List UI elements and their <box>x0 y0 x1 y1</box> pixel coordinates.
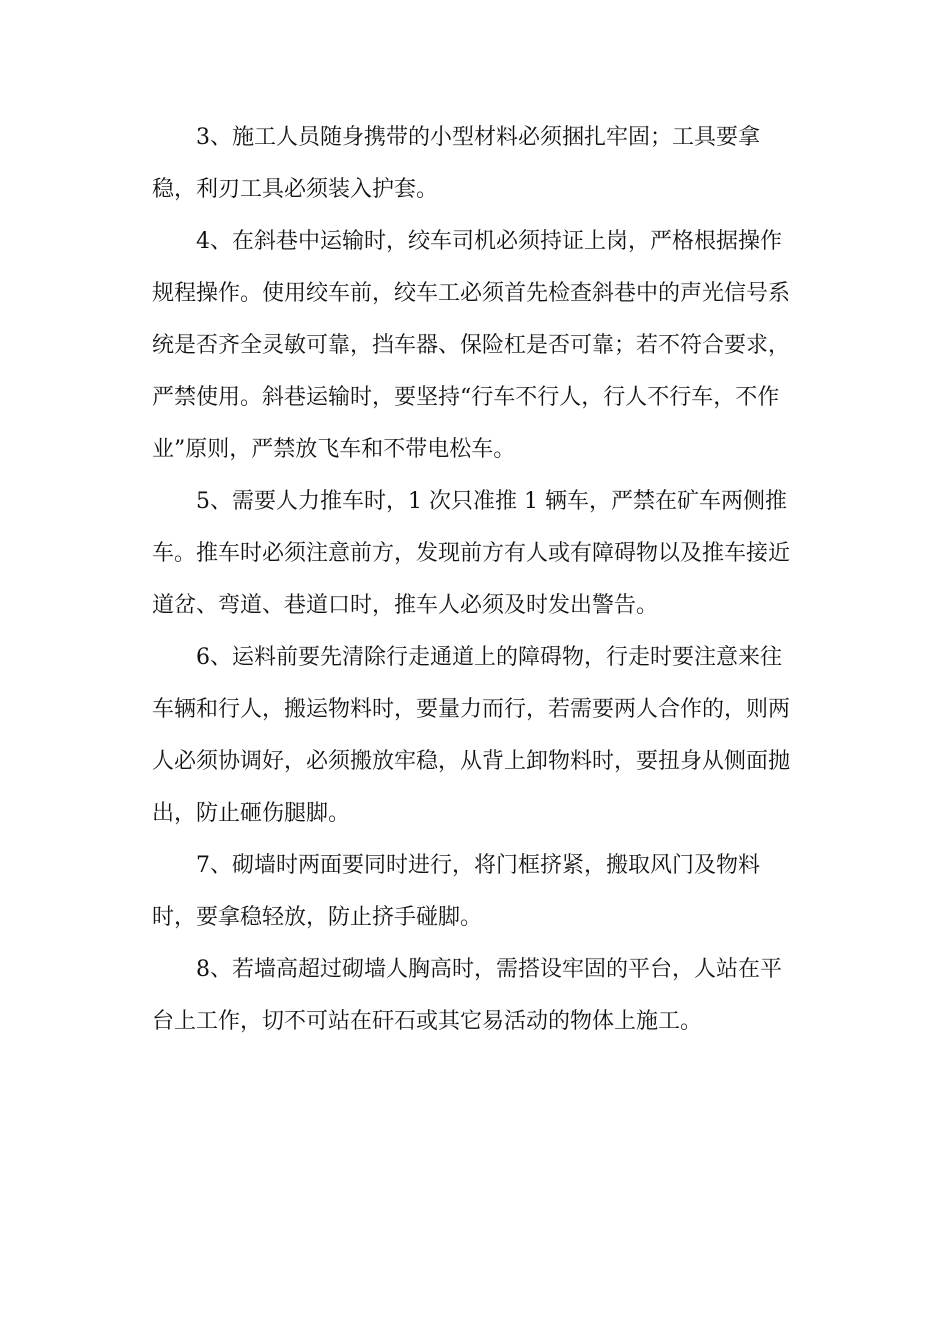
paragraph-item-6: 6、运料前要先清除行走通道上的障碍物，行走时要注意来往 车辆和行人，搬运物料时，要量力而行，若需要两人合作的，则两 人必须协调好，必须搬放牢稳，从背上卸物料时，要扭身从侧面抛 出，防止砸伤腿脚。 <box>152 645 791 826</box>
paragraph-item-7: 7、砌墙时两面要同时进行，将门框挤紧，搬取风门及物料 时，要拿稳轻放，防止挤手碰脚。 <box>152 853 760 930</box>
paragraph-item-3: 3、施工人员随身携带的小型材料必须捆扎牢固；工具要拿 稳，利刃工具必须装入护套。 <box>152 125 760 202</box>
paragraph-item-8: 8、若墙高超过砌墙人胸高时，需搭设牢固的平台，人站在平 台上工作，切不可站在矸石或其它易活动的物体上施工。 <box>152 957 782 1034</box>
paragraph-item-4: 4、在斜巷中运输时，绞车司机必须持证上岗，严格根据操作 规程操作。使用绞车前，绞车工必须首先检查斜巷中的声光信号系 统是否齐全灵敏可靠，挡车器、保险杠是否可靠；若不符合要求， 严禁使用。斜巷运输时，要坚持“行车不行人，行人不行车，不作 业”原则，严禁放飞车和不带电松车。 <box>152 229 791 462</box>
paragraph-item-5: 5、需要人力推车时，1 次只准推 1 辆车，严禁在矿车两侧推 车。推车时必须注意前方，发现前方有人或有障碍物以及推车接近 道岔、弯道、巷道口时，推车人必须及时发出警告。 <box>152 489 791 618</box>
document-body <box>152 112 800 1048</box>
